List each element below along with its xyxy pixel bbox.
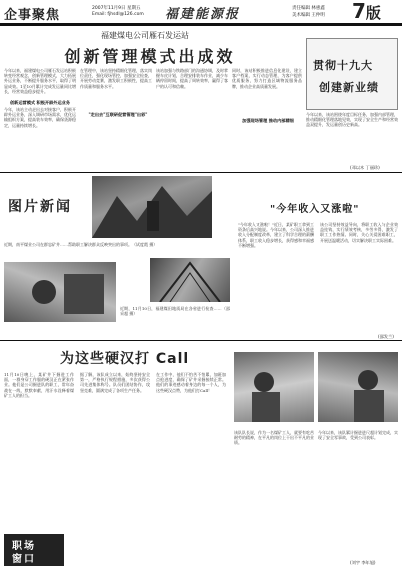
lead-headline: 创新管理模式出成效 (64, 47, 236, 66)
feature-column-2: 该公司坚持效益导向，将职工收入与企业效益挂钩，实行绩效考核，多劳多得，激发了职工工作热情。同时，关心关爱困难职工，开展送温暖活动，切实解决职工实际困难。 (320, 222, 398, 243)
photo-2-scene (150, 258, 230, 302)
lead-column-4: 同时，该站积极推进信息化建设，建立客户档案，实行动态管理，为客户提供优质服务，努力打造区域物流服务品牌，推动企业高质量发展。 (232, 68, 302, 89)
corner-label-line-2: 窗口 (12, 554, 36, 565)
bottom-column-1: 11月10日晚上，某矿井下掘进工作面，一群身穿工作服的硬汉正在紧张作业。他们是公司掘进队的职工，常年奋战在一线，默默奉献，用汗水诠释着煤矿工人的担当。 (4, 372, 74, 398)
lead-subhead-2: "走出去"互联研促营管理"出彩" (88, 112, 148, 117)
photo-2-caption: 近期，11月10日，福建煤田地质局在各省进行检查……（邵采超 摄） (120, 306, 230, 317)
section-divider-1 (0, 172, 402, 173)
editor-line: 责任编辑 林惠鑫 (292, 6, 325, 11)
bottom-byline: (刘宇 李年旭) (350, 560, 376, 565)
corner-label-line-1: 职场 (12, 541, 36, 552)
header-rule (0, 23, 402, 26)
lead-column-3: 该站加强与铁路部门的沟通协调，及时掌握车皮计划，合理安排装车作业，减少车辆停留时间，提高了周转效率，赢得了客户的认可和信赖。 (156, 68, 228, 89)
photo-3 (4, 262, 116, 322)
bottom-column-5: 今年以来，该队累计掘进进尺超计划完成，实现了安全零事故，受到公司表彰。 (318, 430, 398, 441)
lead-byline: (邓以木 丁丽珍) (350, 165, 380, 170)
slogan-line-2: 创建新业绩 (319, 81, 379, 94)
bottom-column-3: 在工作中，他们不怕苦不怕累，加班加点抢进度，确保了矿井采掘接续正常。他们的事迹感动着身边的每一个人，为这些硬汉点赞，为他们打Call！ (156, 372, 226, 393)
lead-kicker: 福建煤电公司雁石发运站 (101, 31, 189, 40)
masthead (0, 0, 402, 24)
feature-byline: (邵发兰) (378, 334, 394, 339)
photo-4-scene (234, 352, 314, 422)
feature-headline: "今年收入又涨啦" (270, 204, 360, 215)
bottom-column-4: 该队队长说，作为一名煤矿工人，就要有吃苦耐劳的精神，在平凡的岗位上干出不平凡的业绩。 (234, 430, 314, 446)
lead-column-5: 今年以来，该站围绕年度目标任务，加强内部管理，推动精细化管理落地见效，实现了安全生产和经营效益双提升，发运量创历史新高。 (306, 112, 398, 128)
designer-line: 美术编辑 王仲明 (292, 13, 325, 18)
slogan-box (306, 38, 398, 110)
photo-3-scene (4, 262, 116, 322)
photo-5-scene (318, 352, 398, 422)
photo-1-caption: 近期，南平煤业公司在群忠矿井……帮助职工解决群众反映突出的事项。（试度霞 摄） (4, 242, 158, 247)
photo-4 (234, 352, 314, 422)
lead-column-1b: 今年，该站主动走出去对接客户，积极开辟外运业务，深入调研市场需求，优化运输组织方案，提高装车效率，确保货源稳定，运量持续增长。 (4, 107, 76, 128)
photo-2 (150, 258, 230, 302)
bottom-column-2: 据了解，该队成立以来，始终坚持安全第一，严格执行规程措施，多次获得公司先进集体称号。队员们团结协作，攻坚克难，圆满完成了各项生产任务。 (80, 372, 150, 393)
lead-column-1: 今年以来，福建煤电公司雁石发运站积极转变经营观念，创新管理模式，大力拓展外运业务，不断提升服务水平，取得了明显成效。1至10月累计完成发运量同比增长，经营效益稳步提升。 (4, 68, 76, 94)
corner-label (4, 534, 64, 566)
photo-5 (318, 352, 398, 422)
page-number-digit: 7 (352, 0, 366, 23)
photo-1 (92, 176, 212, 238)
page-number (352, 1, 381, 21)
page-number-suffix: 版 (365, 4, 381, 22)
feature-column-1: "今年收入又涨啦！"近日，某矿职工拿到工资条后高兴地说。今年以来，公司深入推进收入分配制度改革，建立了科学合理的薪酬体系，职工收入稳步增长，获得感和幸福感不断增强。 (238, 222, 314, 248)
lead-column-2: 在管理中，该站坚持精细化管理，落实岗位责任，强化现场管控，加强安全检查，开展劳动竞赛，激发职工积极性，提高工作质量和服务水平。 (80, 68, 152, 89)
slogan-line-1: 贯彻十九大 (313, 59, 373, 72)
email-line: Email: fjhsdl@126.com (92, 12, 144, 17)
lead-subhead-1: 创新运营模式 积极开辟外运业务 (9, 100, 71, 105)
lead-subhead-3: 加强现场管理 推动内部精细 (242, 118, 294, 123)
bottom-headline: 为这些硬汉打 Call (60, 351, 190, 367)
section-title: 企事聚焦 (4, 8, 61, 23)
date-line: 2007年11月9日 星期五 (92, 6, 141, 11)
section-divider-2 (0, 340, 402, 341)
photo-news-title: 图片新闻 (8, 199, 72, 215)
photo-1-scene (92, 176, 212, 238)
paper-name: 福建能源报 (165, 7, 241, 22)
